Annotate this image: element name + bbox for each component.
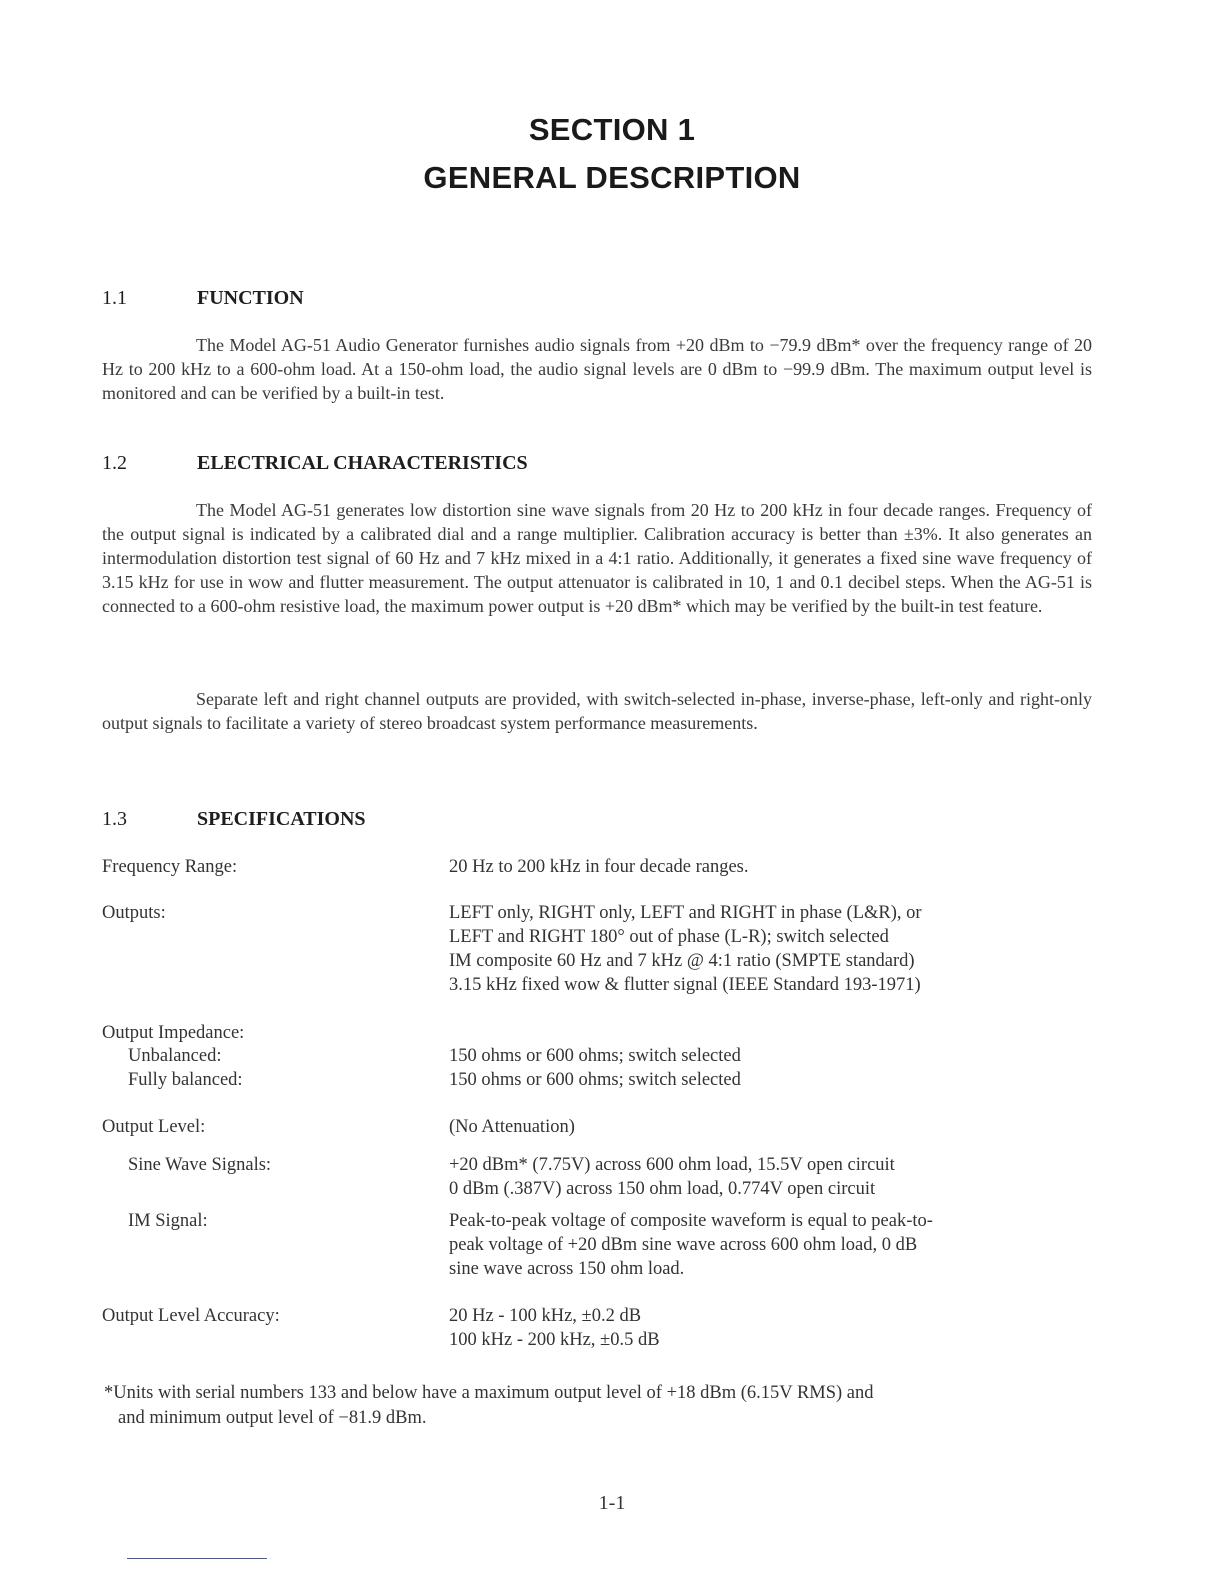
footnote-line: and minimum output level of −81.9 dBm. — [118, 1408, 427, 1428]
spec-value-line: LEFT and RIGHT 180° out of phase (L-R); switch selected — [449, 927, 889, 947]
heading-number: 1.2 — [102, 452, 127, 474]
electrical-paragraph-2: Separate left and right channel outputs are provided, with switch-selected in-phase, inverse-phase, left-only and right-only output signals to facilitate a variety of stereo broadcast system performance measurements. — [102, 689, 1092, 733]
heading-electrical — [102, 452, 528, 475]
spec-value: 150 ohms or 600 ohms; switch selected — [449, 1046, 741, 1066]
spec-value-line: 100 kHz - 200 kHz, ±0.5 dB — [449, 1330, 660, 1350]
spec-value: 150 ohms or 600 ohms; switch selected — [449, 1070, 741, 1090]
section-title: GENERAL DESCRIPTION — [423, 160, 801, 195]
spec-label: Outputs: — [102, 903, 166, 923]
spec-label: IM Signal: — [128, 1211, 208, 1231]
bottom-rule — [127, 1558, 267, 1559]
heading-text: FUNCTION — [197, 287, 304, 309]
heading-text: ELECTRICAL CHARACTERISTICS — [197, 452, 528, 474]
footnote — [104, 1381, 1084, 1431]
spec-value: (No Attenuation) — [449, 1117, 575, 1137]
spec-value — [449, 1304, 1089, 1352]
spec-label: Sine Wave Signals: — [128, 1155, 272, 1175]
spec-label: Output Level: — [102, 1117, 206, 1137]
spec-value-line: 20 Hz - 100 kHz, ±0.2 dB — [449, 1306, 642, 1326]
spec-label: Unbalanced: — [128, 1046, 222, 1066]
spec-value — [449, 1209, 1089, 1281]
spec-value — [449, 901, 1089, 997]
heading-specifications — [102, 808, 366, 831]
spec-label: Output Level Accuracy: — [102, 1306, 280, 1326]
spec-value-line: peak voltage of +20 dBm sine wave across 600 ohm load, 0 dB — [449, 1235, 918, 1255]
function-paragraph: The Model AG-51 Audio Generator furnishes audio signals from +20 dBm to −79.9 dBm* over the frequency range of 20 Hz to 200 kHz to a 600-ohm load. At a 150-ohm load, the audio signal levels are 0 dBm to −99.9 dBm. The maximum output level is monitored and can be verified by a built-in test. — [102, 335, 1092, 403]
spec-value-line: LEFT only, RIGHT only, LEFT and RIGHT in phase (L&R), or — [449, 903, 922, 923]
spec-label: Fully balanced: — [128, 1070, 243, 1090]
heading-number: 1.1 — [102, 287, 127, 309]
heading-number: 1.3 — [102, 808, 127, 830]
section-number: SECTION 1 — [528, 112, 696, 147]
spec-value — [449, 1153, 1089, 1201]
spec-value-line: +20 dBm* (7.75V) across 600 ohm load, 15.5V open circuit — [449, 1155, 895, 1175]
spec-value-line: sine wave across 150 ohm load. — [449, 1259, 685, 1279]
electrical-paragraph-1: The Model AG-51 generates low distortion sine wave signals from 20 Hz to 200 kHz in four decade ranges. Frequency of the output signal is indicated by a calibrated dial and a range multiplier. Calibration accuracy is better than ±3%. It also generates an intermodulation distortion test signal of 60 Hz and 7 kHz mixed in a 4:1 ratio. Additionally, it generates a fixed sine wave frequency of 3.15 kHz for use in wow and flutter measurement. The output attenuator is calibrated in 10, 1 and 0.1 decibel steps. When the AG-51 is connected to a 600-ohm resistive load, the maximum power output is +20 dBm* which may be verified by the built-in test feature. — [102, 500, 1092, 616]
heading-function — [102, 287, 304, 310]
spec-value-line: Peak-to-peak voltage of composite waveform is equal to peak-to- — [449, 1211, 933, 1231]
spec-value-line: 3.15 kHz fixed wow & flutter signal (IEEE Standard 193-1971) — [449, 975, 921, 995]
spec-value-line: IM composite 60 Hz and 7 kHz @ 4:1 ratio (SMPTE standard) — [449, 951, 915, 971]
page-number: 1-1 — [598, 1492, 626, 1514]
spec-value: 20 Hz to 200 kHz in four decade ranges. — [449, 857, 749, 877]
spec-label: Frequency Range: — [102, 857, 238, 877]
spec-label: Output Impedance: — [102, 1023, 245, 1043]
spec-value-line: 0 dBm (.387V) across 150 ohm load, 0.774V open circuit — [449, 1179, 876, 1199]
footnote-line: *Units with serial numbers 133 and below have a maximum output level of +18 dBm (6.15V RMS) and — [104, 1383, 874, 1403]
heading-text: SPECIFICATIONS — [197, 808, 366, 830]
